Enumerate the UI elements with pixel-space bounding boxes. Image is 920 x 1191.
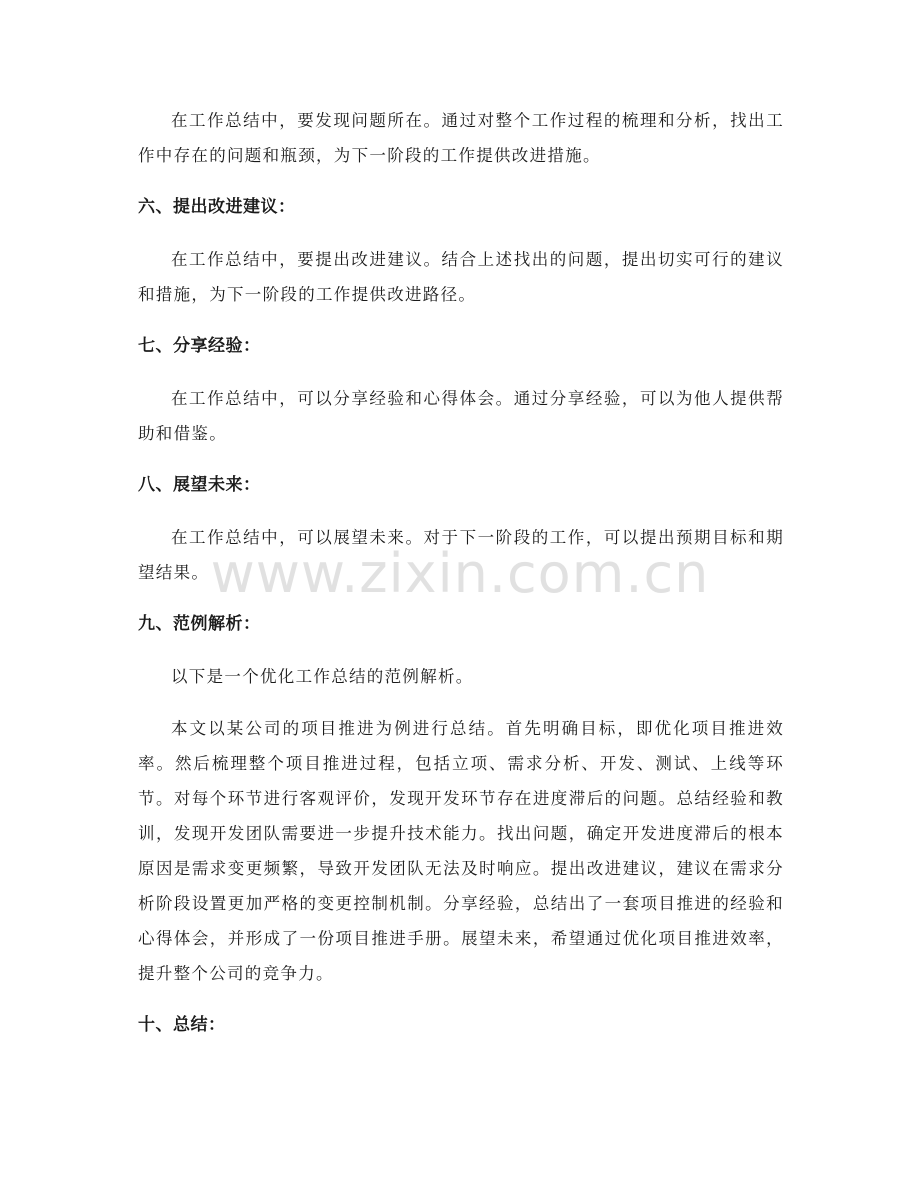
paragraph-example-body: 本文以某公司的项目推进为例进行总结。首先明确目标，即优化项目推进效率。然后梳理整个项目推进过程，包括立项、需求分析、开发、测试、上线等环节。对每个环节进行客观评价，发现开发环节存在进度滞后的问题。总结经验和教训，发现开发团队需要进一步提升技术能力。找出问题，确定开发进度滞后的根本原因是需求变更频繁，导致开发团队无法及时响应。提出改进建议，建议在需求分析阶段设置更加严格的变更控制机制。分享经验，总结出了一套项目推进的经验和心得体会，并形成了一份项目推进手册。展望未来，希望通过优化项目推进效率，提升整个公司的竞争力。 xyxy=(138,719,784,983)
heading-example-analysis: 九、范例解析： xyxy=(138,614,261,634)
heading-share-experience: 七、分享经验： xyxy=(138,336,261,356)
document-body xyxy=(138,103,784,1060)
paragraph-improvement-suggestions: 在工作总结中，要提出改进建议。结合上述找出的问题，提出切实可行的建议和措施，为下一阶段的工作提供改进路径。 xyxy=(138,250,784,304)
heading-outlook: 八、展望未来： xyxy=(138,475,261,495)
heading-summary: 十、总结： xyxy=(138,1015,226,1035)
paragraph-problems: 在工作总结中，要发现问题所在。通过对整个工作过程的梳理和分析，找出工作中存在的问题和瓶颈，为下一阶段的工作提供改进措施。 xyxy=(138,111,784,165)
paragraph-outlook: 在工作总结中，可以展望未来。对于下一阶段的工作，可以提出预期目标和期望结果。 xyxy=(138,528,784,582)
watermark-text: www.zixin.com.cn xyxy=(210,542,710,605)
paragraph-example-intro: 以下是一个优化工作总结的范例解析。 xyxy=(171,667,474,686)
paragraph-share-experience: 在工作总结中，可以分享经验和心得体会。通过分享经验，可以为他人提供帮助和借鉴。 xyxy=(138,389,784,443)
heading-improvement-suggestions: 六、提出改进建议： xyxy=(138,197,296,217)
